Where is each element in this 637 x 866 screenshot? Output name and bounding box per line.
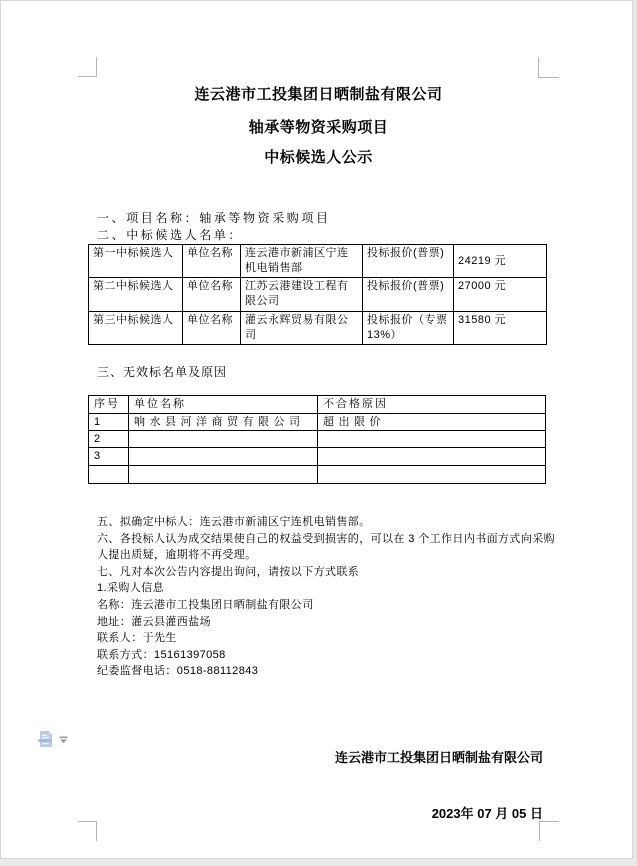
invalid-table-cell <box>318 431 546 448</box>
invalid-table-cell: 不合格原因 <box>318 396 546 414</box>
paragraph-line: 五、拟确定中标人：连云港市新浦区宁连机电销售部。 <box>97 516 371 528</box>
winner-table-cell: 第一中标候选人 <box>89 245 183 278</box>
signature-company: 连云港市工投集团日晒制盐有限公司 <box>334 750 543 765</box>
table-row <box>89 431 546 448</box>
table-row <box>89 414 546 431</box>
invalid-bids-table-body <box>89 396 546 484</box>
table-row <box>89 396 546 414</box>
margin-corner-mark-top-right <box>538 57 559 78</box>
doc-title-company: 连云港市工投集团日晒制盐有限公司 <box>194 86 443 103</box>
paragraph-line: 七、凡对本次公告内容提出询问，请按以下方式联系 <box>97 565 360 578</box>
winner-table-cell: 投标报价（专票13%） <box>363 312 454 345</box>
winner-table-cell: 24219 元 <box>454 245 547 278</box>
table-row <box>89 448 546 466</box>
winner-table-cell: 单位名称 <box>183 245 241 278</box>
embedded-document-icon[interactable] <box>37 730 54 747</box>
invalid-bids-table <box>88 395 546 484</box>
invalid-table-cell <box>318 466 546 484</box>
invalid-table-cell: 单位名称 <box>129 396 318 414</box>
invalid-table-cell <box>129 431 318 448</box>
winner-table-cell: 第二中标候选人 <box>89 278 183 312</box>
table-row <box>89 245 547 278</box>
winner-candidates-table <box>88 244 547 345</box>
winner-table-cell: 27000 元 <box>454 278 547 312</box>
winner-table-cell: 连云港市新浦区宁连机电销售部 <box>241 245 363 278</box>
table-row <box>89 278 547 312</box>
winner-table-cell: 江苏云港建设工程有限公司 <box>241 278 363 312</box>
winner-candidates-table-body <box>89 245 547 345</box>
winner-table-cell: 单位名称 <box>183 312 241 345</box>
margin-corner-mark-top-left <box>78 57 97 77</box>
section-two-candidates-heading: 二、中标候选人名单： <box>97 228 244 242</box>
invalid-table-cell: 2 <box>89 431 129 448</box>
invalid-table-cell <box>129 466 318 484</box>
signature-block <box>203 712 543 842</box>
paragraph-line: 人提出质疑，逾期将不再受理。 <box>97 549 257 562</box>
paragraph-line: 1.采购人信息 <box>97 582 164 595</box>
table-row <box>89 312 547 345</box>
body-paragraphs <box>97 514 557 680</box>
invalid-table-cell <box>129 448 318 466</box>
winner-table-cell: 灌云永辉贸易有限公司 <box>241 312 363 345</box>
invalid-table-cell: 3 <box>89 448 129 466</box>
paragraph-line: 联系方式：15161397058 <box>97 648 226 661</box>
section-three-invalid-heading: 三、无效标名单及原因 <box>97 365 228 379</box>
winner-table-cell: 第三中标候选人 <box>89 312 183 345</box>
doc-title-announcement: 中标候选人公示 <box>264 149 373 166</box>
paragraph-line: 地址：灌云县灌西盐场 <box>97 615 211 628</box>
invalid-table-cell: 响水县河洋商贸有限公司 <box>129 414 318 431</box>
invalid-table-cell: 超出限价 <box>318 414 546 431</box>
paragraph-line: 名称：连云港市工投集团日晒制盐有限公司 <box>97 598 314 611</box>
invalid-table-cell <box>318 448 546 466</box>
invalid-table-cell: 1 <box>89 414 129 431</box>
table-row <box>89 466 546 484</box>
dropdown-arrow-icon[interactable] <box>59 736 68 744</box>
winner-table-cell: 投标报价(普票) <box>363 245 454 278</box>
winner-table-cell: 31580 元 <box>454 312 547 345</box>
invalid-table-cell: 序号 <box>89 396 129 414</box>
margin-corner-mark-bottom-left <box>78 821 97 841</box>
signature-date: 2023年 07 月 05 日 <box>431 805 543 821</box>
doc-title-project: 轴承等物资采购项目 <box>248 119 389 136</box>
invalid-table-cell <box>89 466 129 484</box>
section-one-project-name: 一、项目名称：轴承等物资采购项目 <box>97 211 331 225</box>
winner-table-cell: 投标报价(普票) <box>363 278 454 312</box>
paragraph-line: 联系人：于先生 <box>97 632 177 645</box>
winner-table-cell: 单位名称 <box>183 278 241 312</box>
paragraph-line: 六、各投标人认为成交结果使自己的权益受到损害的，可以在 3 个工作日内书面方式向采购 <box>97 532 556 545</box>
paragraph-line: 纪委监督电话：0518-88112843 <box>97 665 259 678</box>
